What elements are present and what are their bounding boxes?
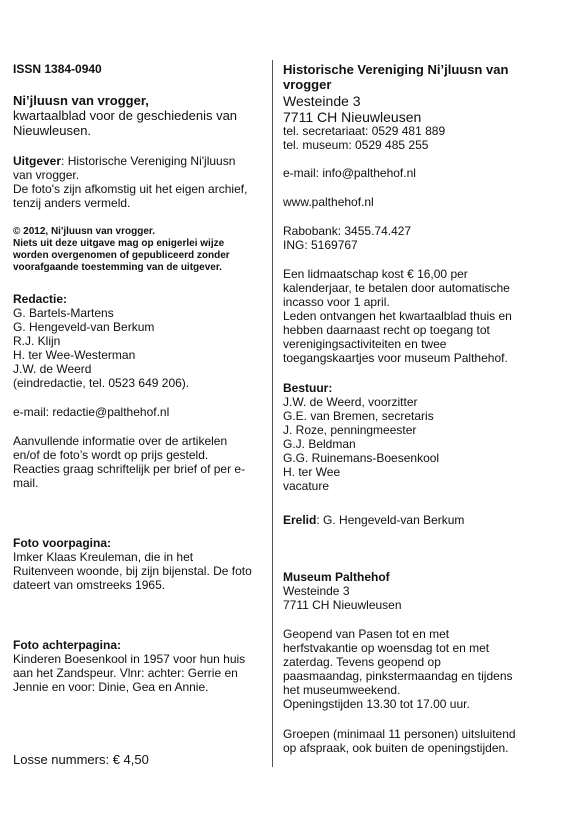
achterpagina-text: Kinderen Boesenkool in 1957 voor hun huis aan het Zandspeur. Vlnr: achter: Gerrie en Jennie en voor: Dinie, Gea en Annie.: [13, 652, 246, 694]
redactie-label: Redactie:: [13, 292, 68, 306]
museum-address: Westeinde 3 7711 CH Nieuwleusen: [283, 584, 402, 612]
column-divider: [272, 60, 273, 767]
uitgever-block: [13, 154, 263, 210]
opening-info: Geopend van Pasen tot en met herfstvakantie op woensdag tot en met zaterdag. Tevens geopend op paasmaandag, pinkstermaandag en tijdens het museumweekend. Openingstijden 13.30 tot 17.00 uur.: [283, 627, 513, 711]
museum-label: Museum Palthehof: [283, 570, 390, 584]
copyright-notice: © 2012, Ni'jluusn van vrogger. Niets uit deze uitgave mag op enigerlei wijze worden overgenomen of gepubliceerd zonder voorafgaande toestemming van de uitgever.: [13, 226, 230, 273]
erelid-label: Erelid: [283, 513, 317, 527]
org-website: www.palthehof.nl: [283, 195, 374, 209]
losse-nummers: Losse nummers: € 4,50: [13, 752, 149, 767]
redactie-email: e-mail: redactie@palthehof.nl: [13, 405, 170, 419]
bestuur-label: Bestuur:: [283, 381, 333, 395]
erelid-block: [283, 513, 573, 527]
voorpagina-label: Foto voorpagina:: [13, 536, 111, 550]
redactie-names: G. Bartels-Martens G. Hengeveld-van Berkum R.J. Klijn H. ter Wee-Westerman J.W. de Weerd (eindredactie, tel. 0523 649 206).: [13, 306, 190, 390]
magazine-title: Ni’jluusn van vrogger,: [13, 93, 149, 108]
org-email: e-mail: info@palthehof.nl: [283, 166, 416, 180]
magazine-subtitle: kwartaalblad voor de geschiedenis van Nieuwleusen.: [13, 108, 238, 138]
voorpagina-text: Imker Klaas Kreuleman, die in het Ruitenveen woonde, bij zijn bijenstal. De foto dateert van omstreeks 1965.: [13, 550, 252, 592]
uitgever-text: : Historische Vereniging Ni'jluusn van vrogger. De foto's zijn afkomstig uit het eigen archief, tenzij anders vermeld.: [13, 154, 248, 210]
org-name: Historische Vereniging Ni’jluusn van vrogger: [283, 62, 509, 92]
uitgever-label: Uitgever: [13, 154, 62, 168]
aanvullende-info: Aanvullende informatie over de artikelen en/of de foto’s wordt op prijs gesteld. Reacties graag schriftelijk per brief of per e- mail.: [13, 434, 246, 490]
org-address: Westeinde 3 7711 CH Nieuwleusen: [283, 93, 422, 125]
bank-accounts: Rabobank: 3455.74.427 ING: 5169767: [283, 224, 412, 252]
achterpagina-label: Foto achterpagina:: [13, 638, 122, 652]
erelid-text: : G. Hengeveld-van Berkum: [316, 513, 465, 527]
bestuur-names: J.W. de Weerd, voorzitter G.E. van Bremen, secretaris J. Roze, penningmeester G.J. Beldman G.G. Ruinemans-Boesenkool H. ter Wee vacature: [283, 395, 440, 493]
issn: ISSN 1384-0940: [13, 62, 102, 76]
org-phones: tel. secretariaat: 0529 481 889 tel. museum: 0529 485 255: [283, 124, 446, 152]
groepen-info: Groepen (minimaal 11 personen) uitsluitend op afspraak, ook buiten de openingstijden.: [283, 727, 516, 755]
lidmaatschap-info: Een lidmaatschap kost € 16,00 per kalenderjaar, te betalen door automatische incasso voor 1 april. Leden ontvangen het kwartaalblad thuis en hebben daarnaast recht op toegang tot verenigingsactiviteiten en twee toegangskaartjes voor museum Palthehof.: [283, 267, 512, 365]
